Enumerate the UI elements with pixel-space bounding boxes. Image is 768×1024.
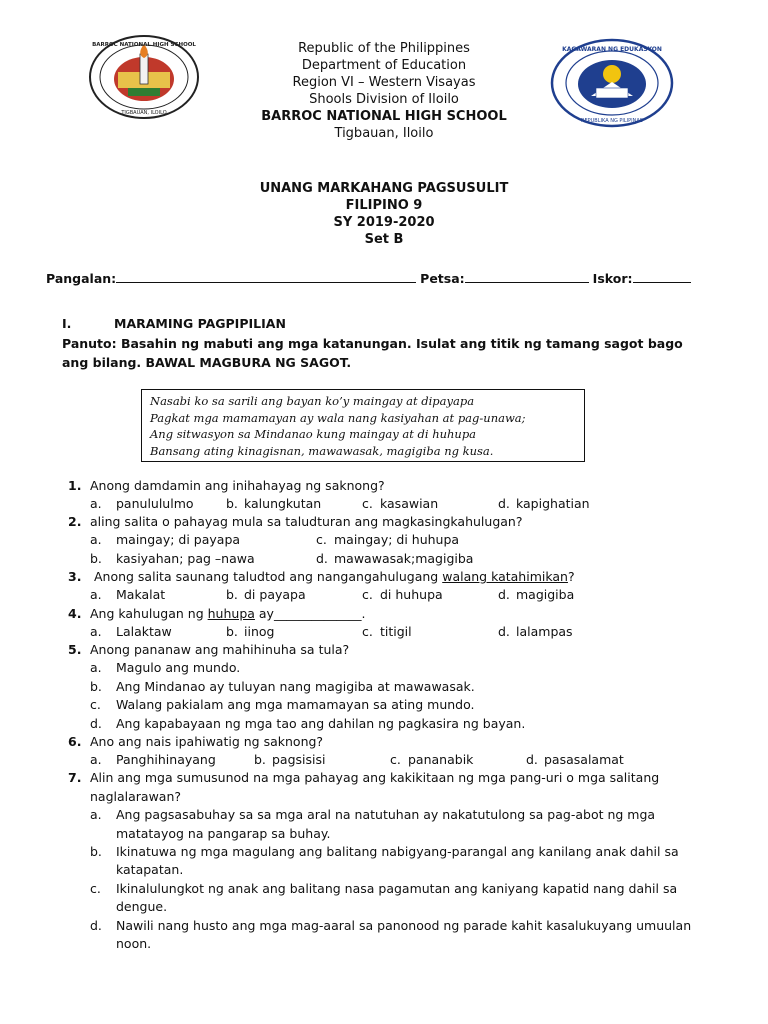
- svg-text:BARROC NATIONAL HIGH SCHOOL: BARROC NATIONAL HIGH SCHOOL: [92, 42, 196, 48]
- q7-option-a-continued: matatayog na pangarap sa buhay.: [116, 826, 331, 841]
- region-line: Region VI – Western Visayas: [292, 75, 476, 90]
- student-info-row: [46, 270, 695, 286]
- q4-option-b[interactable]: b. iinog: [226, 624, 275, 639]
- q4-option-d[interactable]: d. lalampas: [498, 624, 573, 639]
- q7-option-b[interactable]: b. Ikinatuwa ng mga magulang ang balitang nabigyang-parangal ang kanilang anak dahil sa: [90, 844, 679, 859]
- q3-option-a[interactable]: a. Makalat: [90, 587, 166, 602]
- q5-option-b[interactable]: b. Ang Mindanao ay tuluyan nang magigiba at mawawasak.: [90, 679, 475, 694]
- section-number: I.: [62, 316, 72, 331]
- poem-line: Pagkat mga mamamayan ay wala nang kasiyahan at pag-unawa;: [150, 410, 526, 425]
- q7-option-c-continued: dengue.: [116, 899, 168, 914]
- question-5: 5. Anong pananaw ang mahihinuha sa tula?: [68, 642, 350, 657]
- school-location: Tigbauan, Iloilo: [334, 126, 434, 141]
- school-name: BARROC NATIONAL HIGH SCHOOL: [261, 109, 507, 124]
- division-line: Shools Division of Iloilo: [309, 92, 459, 107]
- q1-option-d[interactable]: d. kapighatian: [498, 496, 590, 511]
- department-line: Department of Education: [301, 58, 467, 73]
- score-label: Iskor:: [592, 271, 633, 286]
- q3-option-b[interactable]: b. di payapa: [226, 587, 306, 602]
- q5-option-d[interactable]: d. Ang kapabayaan ng mga tao ang dahilan ng pagkasira ng bayan.: [90, 716, 526, 731]
- question-4: 4. Ang kahulugan ng huhupa ay______________.: [68, 606, 366, 621]
- section-title: MARAMING PAGPIPILIAN: [114, 316, 286, 331]
- exam-subject: FILIPINO 9: [345, 198, 423, 213]
- question-2: 2. aling salita o pahayag mula sa taludturan ang magkasingkahulugan?: [68, 514, 523, 529]
- q1-option-a[interactable]: a. panulululmo: [90, 496, 194, 511]
- q5-option-c[interactable]: c. Walang pakialam ang mga mamamayan sa ating mundo.: [90, 697, 475, 712]
- section-heading: [62, 316, 286, 331]
- question-3: 3. Anong salita saunang taludtod ang nangangahulugang walang katahimikan?: [68, 569, 575, 584]
- exam-title: UNANG MARKAHANG PAGSUSULIT: [259, 181, 509, 196]
- q2-option-a[interactable]: a. maingay; di payapa: [90, 532, 241, 547]
- q6-option-b[interactable]: b. pagsisisi: [254, 752, 326, 767]
- name-field[interactable]: [116, 270, 416, 283]
- svg-text:KAGAWARAN NG EDUKASYON: KAGAWARAN NG EDUKASYON: [562, 46, 662, 53]
- q5-option-a[interactable]: a. Magulo ang mundo.: [90, 660, 241, 675]
- q7-option-b-continued: katapatan.: [116, 862, 184, 877]
- date-field[interactable]: [465, 270, 589, 283]
- score-field[interactable]: [633, 270, 691, 283]
- q7-option-c[interactable]: c. Ikinalulungkot ng anak ang balitang nasa pagamutan ang kaniyang kapatid nang dahil sa: [90, 881, 678, 896]
- q6-option-a[interactable]: a. Panghihinayang: [90, 752, 216, 767]
- q4-option-a[interactable]: a. Lalaktaw: [90, 624, 172, 639]
- q4-option-c[interactable]: c. titigil: [362, 624, 412, 639]
- q3-option-c[interactable]: c. di huhupa: [362, 587, 443, 602]
- svg-text:REPUBLIKA NG PILIPINAS: REPUBLIKA NG PILIPINAS: [581, 118, 643, 124]
- question-1: 1. Anong damdamin ang inihahayag ng saknong?: [68, 478, 385, 493]
- q7-option-a[interactable]: a. Ang pagsasabuhay sa sa mga aral na natutuhan ay nakatutulong sa pag-abot ng mga: [90, 807, 656, 822]
- poem-line: Nasabi ko sa sarili ang bayan ko’y maingay at dipayapa: [150, 394, 475, 408]
- q3-option-d[interactable]: d. magigiba: [498, 587, 575, 602]
- q6-option-d[interactable]: d. pasasalamat: [526, 752, 624, 767]
- poem-line: Ang sitwasyon sa Mindanao kung maingay at di huhupa: [150, 427, 477, 441]
- republic-line: Republic of the Philippines: [298, 41, 470, 56]
- q2-option-c[interactable]: c. maingay; di huhupa: [316, 532, 460, 547]
- instructions: Panuto: Basahin ng mabuti ang mga katanungan. Isulat ang titik ng tamang sagot bago ang bilang. BAWAL MAGBURA NG SAGOT.: [62, 336, 683, 370]
- question-7: 7. Alin ang mga sumusunod na mga pahayag ang kakikitaan ng mga pang-uri o mga salitang: [68, 770, 660, 785]
- q1-option-b[interactable]: b. kalungkutan: [226, 496, 322, 511]
- q7-option-d-continued: noon.: [116, 936, 152, 951]
- poem-line: Bansang ating kinagisnan, mawawasak, magigiba ng kusa.: [150, 443, 494, 458]
- q2-option-b[interactable]: b. kasiyahan; pag –nawa: [90, 551, 255, 566]
- q1-option-c[interactable]: c. kasawian: [362, 496, 439, 511]
- q2-option-d[interactable]: d. mawawasak;magigiba: [316, 551, 474, 566]
- question-7-continued: naglalarawan?: [90, 789, 182, 804]
- date-label: Petsa:: [420, 271, 465, 286]
- q6-option-c[interactable]: c. pananabik: [390, 752, 474, 767]
- poem-stanza-box: [141, 389, 585, 462]
- exam-school-year: SY 2019-2020: [333, 215, 435, 230]
- q7-option-d[interactable]: d. Nawili nang husto ang mga mag-aaral sa panonood ng parade kahit kasalukuyang umuulan: [90, 918, 692, 933]
- exam-set: Set B: [364, 232, 404, 247]
- question-6: 6. Ano ang nais ipahiwatig ng saknong?: [68, 734, 324, 749]
- name-label: Pangalan:: [46, 271, 117, 286]
- svg-text:TIGBAUAN, ILOILO: TIGBAUAN, ILOILO: [121, 110, 167, 116]
